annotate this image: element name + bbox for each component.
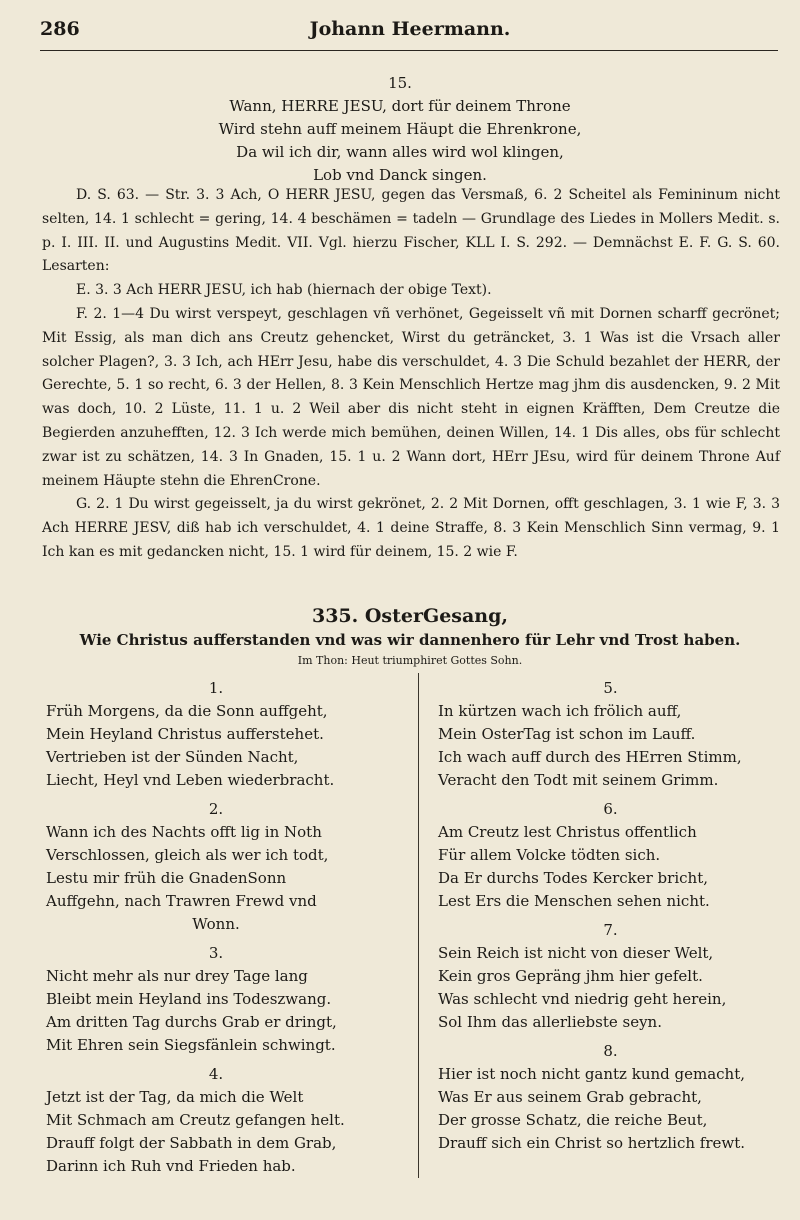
stanza-line: Nicht mehr als nur drey Tage lang	[46, 967, 308, 985]
stanza-line: Darinn ich Ruh vnd Frieden hab.	[46, 1157, 296, 1175]
stanza-line: Für allem Volcke tödten sich.	[438, 846, 661, 864]
stanza-line: Sol Ihm das allerliebste seyn.	[438, 1013, 662, 1031]
stanza-number: 2.	[208, 800, 224, 818]
stanza-15	[150, 72, 650, 187]
stanza-number: 5.	[603, 679, 618, 697]
hymn-heading	[40, 603, 780, 671]
column-divider	[418, 673, 419, 1178]
header-rule	[40, 50, 778, 51]
page-header	[40, 18, 780, 48]
stanza-line: Mit Ehren sein Siegsfänlein schwingt.	[46, 1036, 336, 1054]
stanza-8	[438, 1040, 783, 1155]
page-number: 286	[40, 18, 80, 40]
stanza-line: Mit Schmach am Creutz gefangen helt.	[46, 1111, 345, 1129]
stanza-line: Mein OsterTag ist schon im Lauff.	[438, 725, 696, 743]
stanza-line: Jetzt ist der Tag, da mich die Welt	[46, 1088, 304, 1106]
stanza-2	[46, 798, 386, 936]
stanza-line: Was Er aus seinem Grab gebracht,	[438, 1088, 702, 1106]
stanza-7	[438, 919, 783, 1034]
stanza-line: Wird stehn auff meinem Häupt die Ehrenkrone,	[218, 120, 582, 138]
note-paragraph: F. 2. 1—4 Du wirst verspeyt, geschlagen vñ verhönet, Gegeisselt vñ mit Dornen scharff gecrönet; Mit Essig, als man dich ans Creutz gehencket, Wirst du geträncket, 3. 1 Was ist die Vrsach aller solcher Plagen?, 3. 3 Ich, ach HErr Jesu, habe dis verschuldet, 4. 3 Die Schuld bezahlet der HERR, der Gerechte, 5. 1 so recht, 6. 3 der Hellen, 8. 3 Kein Menschlich Hertze mag jhm dis ausdencken, 9. 2 Mit was doch, 10. 2 Lüste, 11. 1 u. 2 Weil aber dis nicht steht in eignen Kräfften, Dem Creutze die Begierden anzuhefften, 12. 3 Ich werde mich bemühen, deinen Willen, 14. 1 Dis alles, obs für schlecht zwar ist zu schätzen, 14. 3 In Gnaden, 15. 1 u. 2 Wann dort, HErr JEsu, wird für deinem Throne Auf meinem Häupte stehn die EhrenCrone.	[42, 305, 780, 489]
note-paragraph: E. 3. 3 Ach HERR JESU, ich hab (hiernach der obige Text).	[76, 282, 492, 299]
stanza-number: 3.	[208, 944, 224, 962]
stanza-number: 6.	[603, 800, 618, 818]
right-column	[438, 677, 783, 1155]
stanza-line: Liecht, Heyl vnd Leben wiederbracht.	[46, 771, 335, 789]
stanza-line: Vertrieben ist der Sünden Nacht,	[46, 748, 299, 766]
stanza-line: Sein Reich ist nicht von dieser Welt,	[438, 944, 714, 962]
stanza-4	[46, 1063, 386, 1178]
stanza-line: Der grosse Schatz, die reiche Beut,	[438, 1111, 708, 1129]
stanza-line: Lest Ers die Menschen sehen nicht.	[438, 892, 710, 910]
stanza-line: Ich wach auff durch des HErren Stimm,	[438, 748, 742, 766]
stanza-line: Verschlossen, gleich als wer ich todt,	[46, 846, 329, 864]
hymn-title: 335. OsterGesang,	[311, 605, 509, 627]
note-paragraph: G. 2. 1 Du wirst gegeisselt, ja du wirst gekrönet, 2. 2 Mit Dornen, offt geschlagen, 3. 1 wie F, 3. 3 Ach HERRE JESV, diß hab ich verschuldet, 4. 1 deine Straffe, 8. 3 Kein Menschlich Sinn vermag, 9. 1 Ich kan es mit gedancken nicht, 15. 1 wird für deinem, 15. 2 wie F.	[42, 496, 780, 560]
stanza-line: Kein gros Gepräng jhm hier gefelt.	[438, 967, 703, 985]
stanza-line: Drauff sich ein Christ so hertzlich frewt.	[438, 1134, 746, 1152]
stanza-number: 8.	[603, 1042, 618, 1060]
stanza-line: Veracht den Todt mit seinem Grimm.	[438, 771, 719, 789]
stanza-5	[438, 677, 783, 792]
stanza-number: 4.	[208, 1065, 224, 1083]
stanza-line: Früh Morgens, da die Sonn auffgeht,	[46, 702, 328, 720]
left-column	[46, 677, 386, 1178]
stanza-line: Hier ist noch nicht gantz kund gemacht,	[438, 1065, 746, 1083]
stanza-line: Wann ich des Nachts offt lig in Noth	[46, 823, 322, 841]
note-paragraph: D. S. 63. — Str. 3. 3 Ach, O HERR JESU, gegen das Versmaß, 6. 2 Scheitel als Femininum nicht selten, 14. 1 schlecht = gering, 14. 4 beschämen = tadeln — Grundlage des Liedes in Mollers Medit. s. p. I. III. II. und Augustins Medit. VII. Vgl. hierzu Fischer, KLL I. S. 292. — Demnächst E. F. G. S. 60. Lesarten:	[42, 187, 780, 275]
stanza-line: Am dritten Tag durchs Grab er dringt,	[46, 1013, 337, 1031]
stanza-1	[46, 677, 386, 792]
running-title: Johann Heermann.	[309, 18, 511, 40]
critical-notes	[42, 184, 780, 565]
stanza-line: Lestu mir früh die GnadenSonn	[46, 869, 287, 887]
stanza-line: Am Creutz lest Christus offentlich	[438, 823, 697, 841]
stanza-line: Auffgehn, nach Trawren Frewd vnd	[46, 892, 317, 910]
stanza-line: Was schlecht vnd niedrig geht herein,	[438, 990, 727, 1008]
stanza-line: Wonn.	[192, 915, 240, 933]
stanza-line: Drauff folgt der Sabbath in dem Grab,	[46, 1134, 337, 1152]
stanza-line: Lob vnd Danck singen.	[313, 166, 487, 184]
stanza-6	[438, 798, 783, 913]
stanza-line: Da wil ich dir, wann alles wird wol klingen,	[236, 143, 564, 161]
stanza-3	[46, 942, 386, 1057]
hymn-tune: Im Thon: Heut triumphiret Gottes Sohn.	[297, 654, 523, 667]
stanza-line: Bleibt mein Heyland ins Todeszwang.	[46, 990, 332, 1008]
stanza-number: 1.	[208, 679, 224, 697]
stanza-line: Wann, HERRE JESU, dort für deinem Throne	[229, 97, 571, 115]
stanza-number: 15.	[388, 74, 412, 92]
stanza-line: Da Er durchs Todes Kercker bricht,	[438, 869, 708, 887]
hymn-subtitle: Wie Christus aufferstanden vnd was wir dannenhero für Lehr vnd Trost haben.	[79, 631, 741, 649]
stanza-line: Mein Heyland Christus aufferstehet.	[46, 725, 324, 743]
stanza-number: 7.	[603, 921, 618, 939]
stanza-line: In kürtzen wach ich frölich auff,	[438, 702, 682, 720]
